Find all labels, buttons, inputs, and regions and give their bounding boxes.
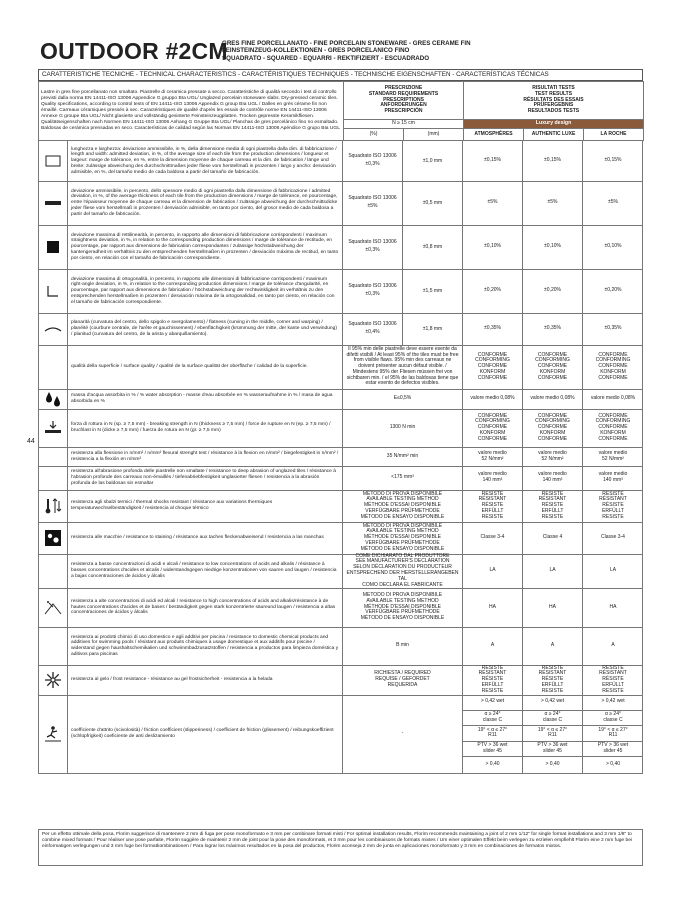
row-description: forza di rottura in N (sp. ≥ 7,5 mm) - breaking strength in N (thickness ≥ 7,5 mm) / force de rupture en N (ep. ≥ 7,5 mm) / bruchlast in N (dicke ≥ 7,5 mm) / fuerza de rotura en N (gr. ≥ 7,5 mm) [68,409,343,447]
spec-row [38,269,643,314]
length-width-icon [38,141,68,181]
row-description: resistenza alle macchie / resistance to staining / résistance aux taches fleckenabweisend / resistencia a las manchas [68,522,343,554]
row-description: resistenza a alte concentrazioni di acidi ed alcali / resistance to high concentrations of acids and alkalis/résistance à de hautes concentrations d'acides et de bases / beständigkeit gegen stark konzentrierte säureund laugen / resistencia a altas concentraciones de ácidos y álcalis [68,588,343,627]
prescription-mm: ±0,5 mm [403,181,463,225]
row-description: planarità (curvatura del centro, dello spigolo e svergolamento) / flatness (curving in the middle, corner and warping) / planéité (courbure centrale, de l'arête et gauchissement) / ebenflächigkeit (krümmung der mitte, der kante und verwindung) / planitud (curvatura del centro, de la arista y abarquillamiento). [68,313,343,345]
row-description: resistenza all'abrasione profonda delle piastrelle non smaltate / resistance to deep abrasion of unglazed tiles / résistance à l'abrasion profonde des carreaux non-émaillés / tiefenabriebfestigkeit unglasierter fliesen / resistencia a la abrasión profunda de las baldosas sin esmaltar [68,466,343,490]
result-la-roche: CONFORME CONFORMING CONFORME KONFORM CONFORME [595,412,631,442]
chemical-icon [38,588,68,627]
straightness-icon [38,225,68,269]
icon-cell [38,466,68,490]
spec-row [38,141,643,182]
prescription-percent [343,269,403,313]
spec-row [38,181,643,226]
result-atmospheres: ±0,20% [463,269,523,313]
result-authentic-luxe: CONFORME CONFORMING CONFORME KONFORM CONFORME [523,345,583,389]
result-atmospheres: Classe 3-4 [463,522,523,554]
size-header: N ≥ 15 cm [344,120,464,129]
result-la-roche: valore medio 52 N/mm² [598,449,628,462]
flatness-icon [38,313,68,345]
icon-cell [38,447,68,466]
row-description: lunghezza e larghezza: deviazione ammissibile, in %, della dimensione media di ogni piastrella dalla dim. di fabbricazione / length and width: admitted deviation, in %, of the average size of each tile from the production dimensions / longueur et largeur: marge de tolérance, en %, entre la dimension moyenne de chaque carreau et la dim. de fabrication / länge und breite: zulässige abweichung des durchschnittmaßes jeder fliese vom herstellmaß in prozenten / largo y ancho: desviación admisible, en %, del tamaño medio de cada baldosa a partir del tamaño de fabricación. [68,141,343,181]
result-authentic-luxe: valore medio 0,08% [523,389,583,409]
col-mm: (mm) [404,129,464,141]
footer-note: Per un effetto ottimale della posa, Florim suggerisce di mantenere 2 mm di fuga per pose monoformato e 3 mm per combinare formati misti / For optimal installation results, Florim recommends maintaining a joint of 2 mm 1/12" for single format installations and 3 mm 1/8" to combine mixed formats / Pour réaliser une pose parfaite, Florim suggère de maintenir 2 mm de joint pour la pose des monoformats, et 3 mm pour les combinaisons de formats mixtes / Um einer optimalen Effekt beim verlegen zu erzielen empfiehlt Florim eine 2 mm fuge bei einformatigen verlegungen und 3 mm fuge bei formatkombinationen / Para lograr los máximos resultados en la posa del productos, Florim aconseja 2 mm de junta en aplicaciones monoformato y 3 mm en combinaciones de formatos mixtos. [38,829,643,866]
result-atmospheres: CONFORME CONFORMING CONFORME KONFORM CONFORME [463,409,523,447]
prescription-value: METODO DI PROVA DISPONIBILE AVAILABLE TESTING METHOD MÉTHODE D'ESSAI DISPONIBLE VERFÜGBARE PRÜFMETHODE MÉTODO DE ENSAYO DISPONIBLE [343,490,463,522]
row-description: resistenza ai prodotti chimici di uso domestico e agli additivi per piscina / resistance to domestic chemical products and additives for swimming pools / résistant aux produits chimiques à usage domestique et aux additifs pour piscine / widerstand gegen haushaltschemikalien und schwimmbadzusatzstoffen / resistencia a productos para limpieza doméstica y aditivos para piscinas [68,627,343,665]
col-authentic-luxe: AUTHENTIC LUXE [524,129,584,141]
spec-row [38,554,643,589]
subtitle-line: FEINSTEINZEUG-KOLLEKTIONEN - GRES PORCELANICO FINO [222,47,410,55]
friction-result: > 0,42 wet [463,695,522,711]
spec-row [38,313,643,346]
friction-result: > 0,42 wet [583,695,643,711]
breaking-strength-icon [38,409,68,447]
frost-icon [38,665,68,695]
result-la-roche: A [611,642,615,649]
prescription-value: METODO DI PROVA DISPONIBILE AVAILABLE TESTING METHOD MÉTHODE D'ESSAI DISPONIBLE VERFÜGBARE PRÜFMETHODE MÉTODO DE ENSAYO DISPONIBLE [343,588,463,627]
spec-row [38,695,643,774]
result-authentic-luxe: ±0,35% [523,313,583,345]
result-atmospheres: CONFORME CONFORMING CONFORME KONFORM CONFORME [463,345,523,389]
friction-result: α ≥ 24° classe C [523,711,582,727]
friction-result: PTV > 36 wet slider 45 [583,742,643,758]
prescription-percent [343,313,403,345]
result-atmospheres: RESISTE RÉSISTANT RÉSISTE ERFÜLLT RESISTE [463,665,523,695]
prescription-percent [343,225,403,269]
friction-result: 19° < α ≤ 27° R11 [523,726,582,742]
row-description: massa d'acqua assorbita in % / % water absorption - masse d'eau absorbée en % wasseraufnahme in % / masa de agua absorbida en % [68,389,343,409]
result-atmospheres: valore medio 140 mm³ [463,466,523,490]
col-atmospheres: ATMOSPHÈRES [464,129,524,141]
prescription-mm: ±1,5 mm [403,269,463,313]
friction-result: α ≥ 24° classe C [463,711,522,727]
result-atmospheres: valore medio 0,08% [463,389,523,409]
spec-rows [38,141,643,773]
prescription-value: METODO DI PROVA DISPONIBILE AVAILABLE TESTING METHOD MÉTHODE D'ESSAI DISPONIBLE VERFÜGBARE PRÜFMETHODE MÉTODO DE ENSAYO DISPONIBLE [343,522,463,554]
prescription-mm: ±0,8 mm [403,225,463,269]
spec-row [38,522,643,555]
result-authentic-luxe: ±0,10% [523,225,583,269]
spec-percent-value: ±5% [367,203,378,209]
friction-result: 19° < α ≤ 27° R11 [583,726,643,742]
friction-result: 19° < α ≤ 27° R11 [463,726,522,742]
result-authentic-luxe: LA [523,554,583,588]
row-description: deviazione massima di ortogonalità, in percento, in rapporto alle dimensioni di fabbricazione corrispondenti / maximum right-angle deviation, in %, in relation to the corresponding production dimensions / marge de tolérance d'angularité, en pourcentage, par rapport aux dimensions de fabrication / höchstabweichung der rechtwinkligkeit im verhältnis zu den entsprechenden herstellmaßen in prozenten / desviación máxima de la ortogonalidad, en tanto por ciento, en relación con el tamaño de fabricación correspondiente. [68,269,343,313]
water-drops-icon [38,389,68,409]
result-la-roche: valore medio 140 mm³ [598,471,628,483]
result-authentic-luxe: ±5% [523,181,583,225]
result-la-roche: Classe 3-4 [601,534,625,541]
prescription-value: 35 N/mm² min [343,447,463,466]
header-table [38,81,644,141]
result-la-roche: ±0,10% [604,243,622,250]
result-authentic-luxe: ±0,20% [523,269,583,313]
luxury-design-band: Luxury design [464,120,644,129]
spec-row [38,345,643,390]
spec-standard: Squadrato ISO 13006 [348,321,397,328]
slip-icon [38,695,68,773]
result-la-roche [583,695,643,773]
friction-result: α ≥ 24° classe C [583,711,643,727]
spec-row [38,447,643,467]
prescription-percent [343,141,403,181]
spec-row [38,409,643,448]
result-la-roche: ±5% [608,199,618,206]
result-authentic-luxe [523,695,583,773]
prescription-header: PRESCRIZIONE STANDARD REQUIREMENTS PRESCRIPTIONS ANFORDERUNGEN PRESCRIPCIÓN [344,82,464,120]
icon-cell [38,554,68,588]
subtitle-line: GRES FINE PORCELLANATO - FINE PORCELAIN STONEWARE - GRES CERAME FIN [222,40,471,47]
result-la-roche: LA [609,567,617,574]
result-atmospheres: A [463,627,523,665]
prescription-value: COME DICHIARATO DAL PRODUTTORE SEE MANUFACTURER'S DECLARATION SELON DÉCLARATION DU PRODUCTEUR ENTSPRECHEND DER HERSTELLERANGEBEN TAL COMO DECLARA EL FABRICANTE [343,554,463,588]
result-atmospheres: valore medio 52 N/mm² [463,447,523,466]
row-description: resistenza a basse concentrazioni di acidi e alcali / resistance to low concentrations of acids and alkalis / résistance à basses concentrations d'acides et alcalis / widerstandsgegen niedrige konzentrationen von sauren und laugen / resistencia a bajas concentraciones de ácidos y álcalis [68,554,343,588]
row-description: deviazione ammissibile, in percento, dello spessore medio di ogni piastrella dalla dimensione di fabbricazione / admitted deviation, in %, of the average thickness of each tile from the production dimensions / marge de tolérance, en pourcentage, entre l'épaisseur moyenne de chaque carreau et la dimension de fabrication / zulässige abweichung der durchschnittsdicke jeder fliese vom herstellmaß in prozenten / desviación admisible, en tanto por ciento, del grosor medio de cada baldosa a partir del tamaño de fabricación. [68,181,343,225]
stain-icon [38,522,68,554]
result-atmospheres: ±0,35% [463,313,523,345]
technical-characteristics-bar: CARATTERISTICHE TECNICHE - TECHNICAL CHARACTERISTICS - CARACTÉRISTIQUES TECHNIQUES - TECHNISCHE EIGENSCHAFTEN - CARACTERÍSTICAS TÉCNICAS [38,69,643,81]
result-atmospheres: RESISTE RÉSISTANT RÉSISTE ERFÜLLT RESISTE [463,490,523,522]
result-la-roche: ±0,15% [604,157,622,164]
spec-percent-value: ±0,4% [365,329,380,335]
row-description: resistenza al gelo / frost resistance - résistance au gel frostsicherheit - resistencia a la helada [68,665,343,695]
row-description: resistenza agli sbalzi termici / thermal shocks resistant / résistance aux variations thermiques temperaturwechselbeständigkeit / resistencia al choque térmico [68,490,343,522]
spec-row [38,627,643,666]
result-la-roche: HA [609,603,617,610]
row-description: resistenza alla flessione in n/mm² / n/mm² flexural strenght test / résistance à la flexion en n/mm² / biegefestigkeit in n/mm² / resistencia a la flexión en n/mm² [68,447,343,466]
friction-result: > 0,40 [545,761,560,768]
result-authentic-luxe: HA [523,588,583,627]
friction-result: > 0,42 wet [523,695,582,711]
product-subtitle [222,40,642,62]
result-la-roche: ±0,20% [604,287,622,294]
subtitle-line: SQUADRATO - SQUARED - EQUARRI - REKTIFIZIERT - ESCUADRADO [222,54,430,62]
result-authentic-luxe: valore medio 140 mm³ [523,466,583,490]
prescription-value: Il 95% min delle piastrelle deve essere esente da difetti visibili / At least 95% of the tiles must be free from visible flaws. 95% min des carreaux ne doivent présenter aucun défaut visible. / Mindestens 95% der Fliesen müssen frei von sichtbaren min. / el 95% de las baldosas tiene que estar exento de defectos visibles. [343,345,463,389]
result-la-roche: valore medio 0,08% [590,395,636,402]
result-la-roche: RESISTE RÉSISTANT RÉSISTE ERFÜLLT RESISTE [599,664,627,694]
result-atmospheres: ±0,15% [463,141,523,181]
prescription-value: E≤0,5% [343,389,463,409]
prescription-value: <175 mm³ [343,466,463,490]
intro-text: Lastre in gres fine porcellanato non smaltato. Piastrelle di ceramica pressate a secco. Caratteristiche di qualità secondo i test di controllo previsti dalla norma EN 14411-ISO 13006 Appendice G gruppo BIa UGL/ Unglazed porcelain stoneware slabs. Dry-pressed ceramic tiles. Quality specifications, according to control tests of EN 14411-ISO 13006 Appendix G group BIa UGL / Dalles en grès cérame fin non émaillé. Carreaux céramiques pressés à sec. Caractéristiques de qualité d'après les essais de contrôle norme EN 14411-ISO 13006 Annexe G groupe BIa UGL/ Nicht glasierte und vollständig gesinterte Feinsteinzeugplatten. Trocken gepresste Keramikfliesen. Qualitätseigenschaften nach Normen EN 14411-ISO 13006 Anhang G Gruppe BIa UGL/ Planchas de gres porcelánico fino no esmaltado. Baldosas de cerámica prensadas en seco. Características de calidad según las Normas EN 14411-ISO 13006 Apéndice G grupo BIa UGL [39,82,344,141]
spec-row [38,225,643,270]
result-atmospheres: ±0,10% [463,225,523,269]
result-authentic-luxe: RESISTE RÉSISTANT RÉSISTE ERFÜLLT RESISTE [523,665,583,695]
col-percent: (%) [344,129,404,141]
icon-cell [38,345,68,389]
friction-result: PTV > 36 wet slider 45 [463,742,522,758]
spec-sheet [38,69,643,773]
spec-row [38,389,643,410]
result-la-roche: CONFORME CONFORMING CONFORME KONFORM CONFORME [595,351,631,381]
prescription-value: 1300 N min [343,409,463,447]
spec-percent-value: ±0,3% [365,247,380,253]
result-authentic-luxe: A [523,627,583,665]
friction-result: > 0,40 [605,761,621,768]
col-la-roche: LA ROCHE [584,129,644,141]
prescription-percent [343,181,403,225]
spec-percent-value: ±0,3% [365,161,380,167]
result-atmospheres: ±5% [463,181,523,225]
spec-percent-value: ±0,3% [365,291,380,297]
thermometer-icon [38,490,68,522]
page-number: 44 [27,438,35,445]
spec-standard: Squadrato ISO 13006 [348,239,397,246]
spec-row [38,490,643,523]
result-authentic-luxe: ±0,15% [523,141,583,181]
spec-row [38,588,643,628]
prescription-mm: ±1,8 mm [403,313,463,345]
result-atmospheres: HA [463,588,523,627]
prescription-value: RICHIESTA / REQUIRED REQUISE / GEFORDET REQUERIDA [343,665,463,695]
thickness-icon [38,181,68,225]
results-header: RISULTATI TESTS TEST RESULTS RÉSULTATS DES ESSAIS PRÜFERGEBNIS RESULTADOS TESTS [464,82,644,120]
friction-result: PTV > 36 wet slider 45 [523,742,582,758]
page-title: OUTDOOR #2CM [40,38,228,64]
orthogonality-icon [38,269,68,313]
spec-row [38,665,643,696]
result-authentic-luxe: valore medio 52 N/mm² [523,447,583,466]
friction-result: > 0,40 [485,761,500,768]
row-description: coefficiente d'attrito (scivolosità) / friction coefficient (slipperiness) / coefficient de friction (glissement) / reibungskoeffizient (schlüpfrigkeit) coeficiente de anti deslizamiento [68,695,343,773]
spec-standard: Squadrato ISO 13006 [348,283,397,290]
result-authentic-luxe: RESISTE RÉSISTANT RÉSISTE ERFÜLLT RESISTE [523,490,583,522]
result-atmospheres [463,695,523,773]
result-authentic-luxe: CONFORME CONFORMING CONFORME KONFORM CONFORME [523,409,583,447]
result-authentic-luxe: Classe 4 [523,522,583,554]
spec-standard: Squadrato ISO 13006 [348,195,397,202]
result-atmospheres: LA [463,554,523,588]
result-la-roche: RESISTE RÉSISTANT RÉSISTE ERFÜLLT RESISTE [599,490,627,520]
result-la-roche: ±0,35% [604,325,622,332]
prescription-mm: ±1,0 mm [403,141,463,181]
prescription-value: - [343,695,463,773]
prescription-value: B min [343,627,463,665]
row-description: qualità della superficie / surface quality / qualité de la surface qualität der oberfläche / calidad de la superficie. [68,345,343,389]
row-description: deviazione massima di rettilinearità, in percento, in rapporto alle dimensioni di fabbricazione corrispondenti / maximum straightness deviation, in %, in relation to the corresponding production dimensions / marge de tolérance de rectitude, en pourcentage, par rapport aux dimensions de fabrication correspondantes / zulässige höchstabweichung der kantengeradheit im verhältnis zu den entsprechenden herstellmaßen in prozenten / desviación máxima de rectitud, en tanto por ciento, en relación con el tamaño de fabricación correspondiente. [68,225,343,269]
icon-cell [38,627,68,665]
spec-standard: Squadrato ISO 13006 [348,153,397,160]
spec-row [38,466,643,491]
